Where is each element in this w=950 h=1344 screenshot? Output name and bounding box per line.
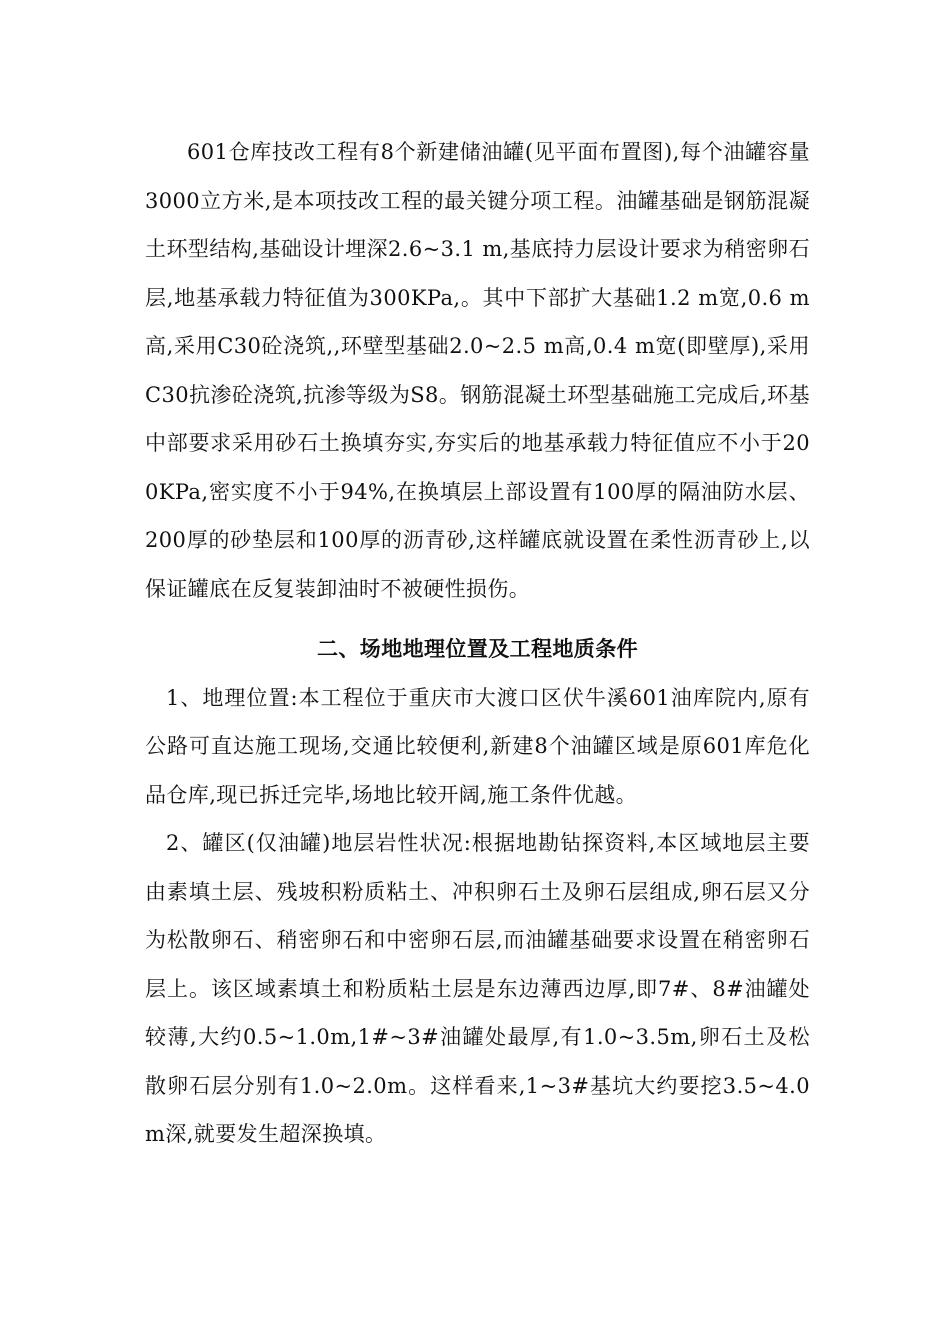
document-body [145,128,810,1159]
section-heading: 二、场地地理位置及工程地质条件 [317,636,638,661]
geographic-location-paragraph: 1、地理位置:本工程位于重庆市大渡口区伏牛溪601油库院内,原有公路可直达施工现场,交通比较便利,新建8个油罐区域是原601库危化品仓库,现已拆迁完毕,场地比较开阔,施工条件优越。 [145,685,810,807]
intro-paragraph: 601仓库技改工程有8个新建储油罐(见平面布置图),每个油罐容量3000立方米,是本项技改工程的最关键分项工程。油罐基础是钢筋混凝土环型结构,基础设计埋深2.6~3.1 m,基底持力层设计要求为稍密卵石层,地基承载力特征值为300KPa,。其中下部扩大基础1.2 m宽,0.6 m高,采用C30砼浇筑,,环壁型基础2.0~2.5 m高,0.4 m宽(即壁厚),采用C30抗渗砼浇筑,抗渗等级为S8。钢筋混凝土环型基础施工完成后,环基中部要求采用砂石土换填夯实,夯实后的地基承载力特征值应不小于200KPa,密实度不小于94%,在换填层上部设置有100厚的隔油防水层、200厚的砂垫层和100厚的沥青砂,这样罐底就设置在柔性沥青砂上,以保证罐底在反复装卸油时不被硬性损伤。 [145,140,810,601]
stratum-lithology-paragraph: 2、罐区(仅油罐)地层岩性状况:根据地勘钻探资料,本区域地层主要由素填土层、残坡积粉质粘土、冲积卵石土及卵石层组成,卵石层又分为松散卵石、稍密卵石和中密卵石层,而油罐基础要求设置在稍密卵石层上。该区域素填土和粉质粘土层是东边薄西边厚,即7#、8#油罐处较薄,大约0.5~1.0m,1#~3#油罐处最厚,有1.0~3.5m,卵石土及松散卵石层分别有1.0~2.0m。这样看来,1~3#基坑大约要挖3.5~4.0m深,就要发生超深换填。 [145,831,810,1146]
